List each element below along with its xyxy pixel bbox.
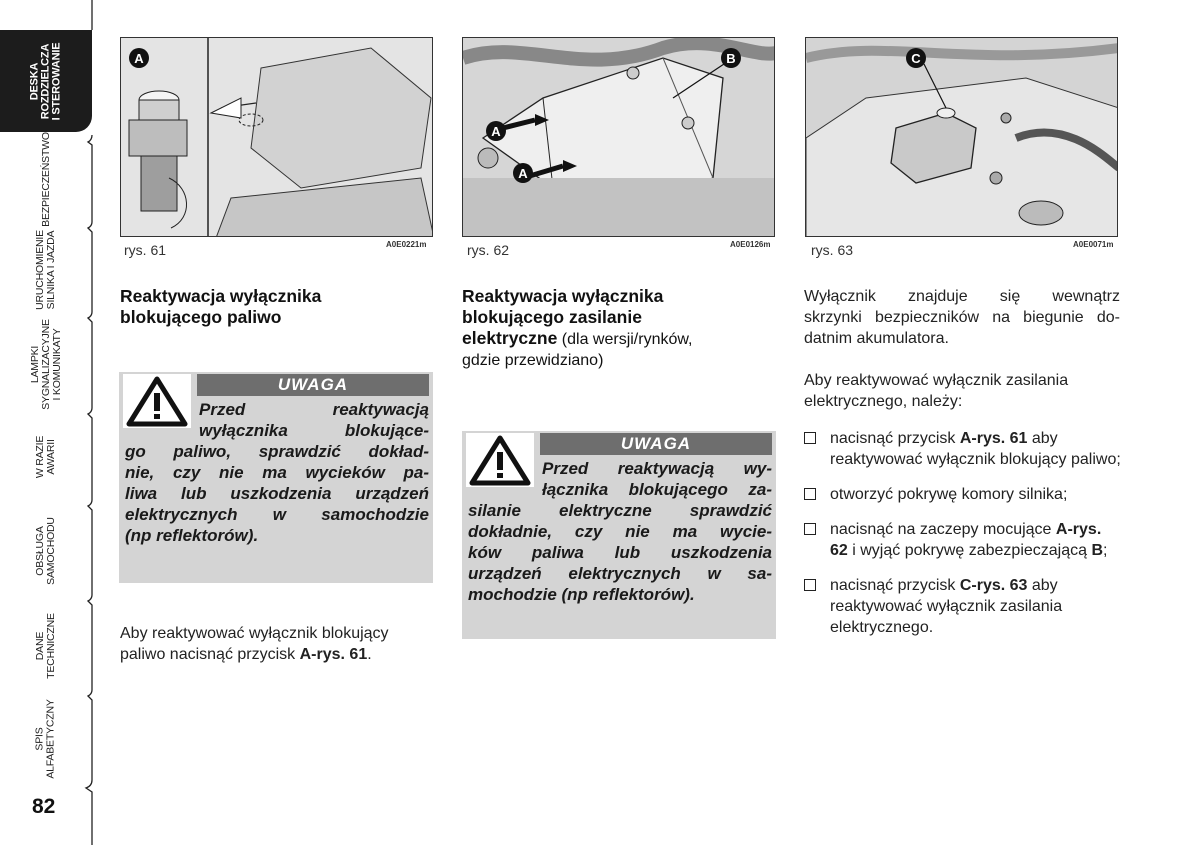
chapter-tab-label: BEZPIECZEŃSTWO [39, 131, 52, 227]
figure-61-caption: rys. 61 [124, 242, 167, 258]
chapter-tab-label: URUCHOMIENIE SILNIKA I JAZDA [33, 230, 57, 310]
col1-heading: Reaktywacja wyłącznika blokującego paliwo [120, 286, 322, 327]
warning-triangle-icon [123, 374, 191, 428]
steps-list [804, 428, 1122, 652]
warning-box-fuel: UWAGA Przed reaktywacją wyłącznika blokujące- go paliwo, sprawdzić dokład- nie, czy nie ma wycieków pa- liwa lub uszkodzenia urządzeń elektrycznych w samochodzie (np reflektorów). [119, 372, 433, 583]
chapter-tab-3[interactable] [0, 226, 92, 314]
figure-62-code: A0E0126m [730, 240, 771, 249]
chapter-tab-8[interactable] [0, 695, 92, 783]
col3-intro-paragraph: Wyłącznik znajduje się wewnątrz skrzynki bezpieczników na biegunie do- datnim akumulatora. [804, 288, 1120, 347]
callout-a: A [134, 51, 144, 66]
chapter-tab-4[interactable] [0, 318, 92, 410]
list-item: nacisnąć przycisk A-rys. 61 aby reaktywować wyłącznik blokujący paliwo; [804, 428, 1122, 470]
chapter-tab-label: W RAZIE AWARII [33, 435, 57, 479]
chapter-tab-label: LAMPKI SYGNALIZACYJNE I KOMUNIKATY [28, 318, 63, 410]
figure-62-caption: rys. 62 [467, 242, 510, 258]
warning-title: UWAGA [197, 374, 429, 396]
callout-c: C [911, 51, 921, 66]
callout-a-lower: A [518, 166, 528, 181]
warning-title: UWAGA [540, 433, 772, 455]
chapter-tab-label: DESKA ROZDZIELCZA I STEROWANIE [28, 42, 63, 120]
list-item: nacisnąć na zaczepy mocujące A-rys. 62 i wyjąć pokrywę zabezpieczającą B; [804, 519, 1122, 561]
figure-61-code: A0E0221m [386, 240, 427, 249]
figure-63-code: A0E0071m [1073, 240, 1114, 249]
chapter-tab-label: DANE TECHNICZNE [33, 613, 57, 679]
checkbox-bullet-icon [804, 579, 816, 591]
callout-b: B [726, 51, 736, 66]
chapter-tab-index [0, 0, 100, 845]
chapter-tab-7[interactable] [0, 600, 92, 692]
checkbox-bullet-icon [804, 432, 816, 444]
warning-box-power: UWAGA Przed reaktywacją wy- łącznika blokującego za- silanie elektryczne sprawdzić dokładnie, czy nie ma wycie- ków paliwa lub uszkodzenia urządzeń elektrycznych w sa- mochodzie (np reflektorów). [462, 431, 776, 639]
col3-steps-intro: Aby reaktywować wyłącznik zasilania elektrycznego, należy: [804, 372, 1069, 410]
col2-heading: Reaktywacja wyłącznika blokującego zasilanie elektryczne (dla wersji/rynków, gdzie przewidziano) [462, 286, 693, 369]
warning-triangle-icon [466, 433, 534, 487]
chapter-tab-2[interactable] [0, 131, 92, 227]
figure-62 [462, 37, 775, 237]
figure-63 [805, 37, 1118, 237]
callout-a-upper: A [491, 124, 501, 139]
figure-61 [120, 37, 433, 237]
checkbox-bullet-icon [804, 488, 816, 500]
list-item: otworzyć pokrywę komory silnika; [804, 484, 1122, 505]
list-item: nacisnąć przycisk C-rys. 63 aby reaktywować wyłącznik zasilania elektrycznego. [804, 575, 1122, 638]
chapter-tab-label: OBSŁUGA SAMOCHODU [34, 517, 57, 585]
checkbox-bullet-icon [804, 523, 816, 535]
chapter-tab-5[interactable] [0, 412, 92, 502]
figure-63-caption: rys. 63 [811, 242, 854, 258]
col1-paragraph: Aby reaktywować wyłącznik blokujący paliwo nacisnąć przycisk A-rys. 61. [120, 625, 389, 663]
chapter-tab-label: SPIS ALFABETYCZNY [33, 699, 57, 779]
chapter-tab-6[interactable] [0, 505, 92, 597]
page-number: 82 [32, 795, 56, 818]
chapter-tab-1[interactable] [0, 30, 92, 132]
